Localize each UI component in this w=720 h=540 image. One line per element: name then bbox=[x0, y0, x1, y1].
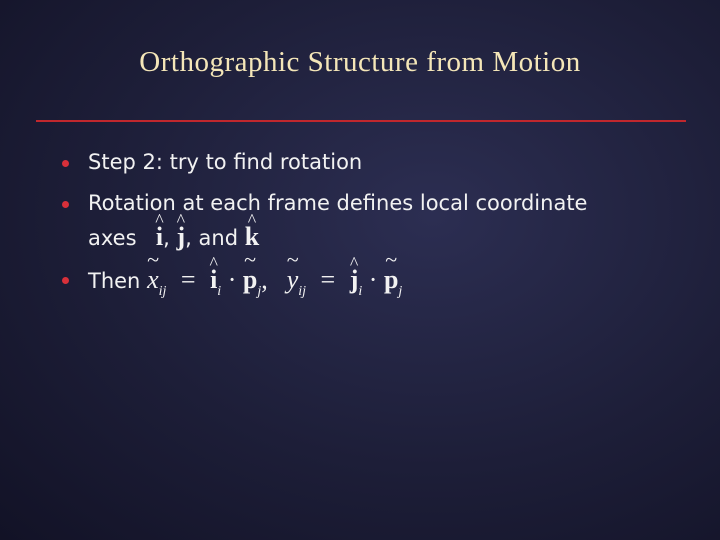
bullet-then bbox=[60, 263, 700, 301]
bullet-text: Step 2: try to find rotation bbox=[88, 150, 363, 174]
bullet-dot bbox=[62, 160, 69, 167]
bullet-and: and bbox=[198, 226, 239, 250]
bullet-cont-axes: axes bbox=[88, 226, 137, 250]
bullet-text: Then bbox=[88, 269, 141, 293]
bullet-dot bbox=[62, 201, 69, 208]
bullet-text: Rotation at each frame defines local coordinate bbox=[88, 191, 588, 215]
bullet-step2 bbox=[60, 146, 700, 179]
bullet-list bbox=[60, 146, 700, 309]
bullet-dot bbox=[62, 277, 69, 284]
axis-i-formula: ^ i bbox=[156, 220, 163, 253]
axis-k-formula: ^ k bbox=[245, 220, 259, 253]
slide-title: Orthographic Structure from Motion bbox=[139, 46, 581, 78]
projection-equation: ~ $x_{ij}$ = ^ $i_i$ · ~ $p_j$, ~ $y_{ij}$ = ^ $j_i$ · ~ $p_j$ bbox=[147, 263, 402, 301]
bullet-rotation: Rotation at each frame defines local coordinate axes ^ i, ^ j, and ^ k bbox=[60, 187, 700, 255]
axis-j-formula: ^ j bbox=[177, 220, 186, 253]
title-divider bbox=[36, 120, 686, 122]
